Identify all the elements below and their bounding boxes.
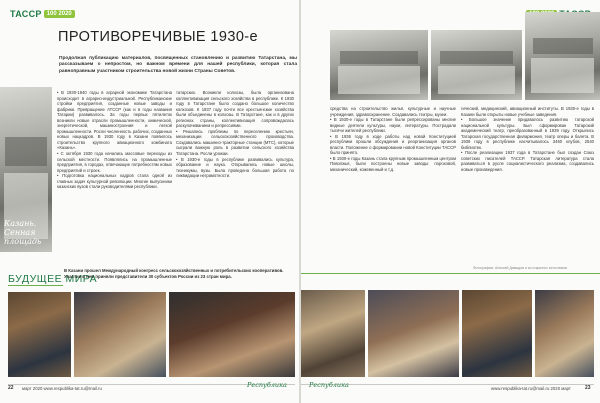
event-photo-6 [462, 290, 532, 377]
page-number-left: 22 [8, 385, 14, 391]
event-photo-3 [169, 292, 295, 377]
section-rule [8, 285, 63, 286]
event-photo-7 [535, 290, 594, 377]
event-photo-5 [368, 290, 459, 377]
brand-logo-left [10, 9, 75, 19]
photo-credit: Фотографии: Алексей Давыдов и из открытых источников [473, 266, 567, 270]
historic-photo-building [431, 30, 522, 100]
publication-logo-right: Республика [309, 381, 349, 389]
historic-photo-square [0, 87, 52, 252]
section-heading-future: БУДУЩЕЕ МИРА [8, 273, 98, 285]
historic-photo-church [525, 12, 600, 100]
article-column-2: татарских. Возникли колхозы, была организована коллективизация сельского хозяйства в республике. К 1930 году в Татарстане было создано большое количество колхозов. К 1937 году почти все крестьянские хозяйства были объединены в колхозы. В Татарстане, как и в других регионах страны, коллективизация сопровождалась раскулачиванием и репрессиями. • Решались проблемы по переселению крестьян, механизации сельскохозяйственного производства. Создавались машинно-тракторные станции (МТС), которые сыграли важную роль в развитии сельского хозяйства Татарстана. Росли урожаи. • В 1930-е годы в республике развивались культура, образование и наука. Открывались новые школы, техникумы, вузы. Была проведена большая работа по ликвидации неграмотности. [176, 90, 294, 179]
section-rule-right [301, 273, 600, 274]
page-number-right: 23 [585, 385, 591, 391]
event-photo-1 [8, 292, 71, 377]
article-title: ПРОТИВОРЕЧИВЫЕ 1930-е [58, 29, 258, 45]
historic-photo-street [330, 30, 428, 100]
footer-text-left: март 2020 www.respublika-tat.ru@mail.ru [22, 386, 102, 391]
footer-text-right: www.respublika-tat.ru@mail.ru 2020 март [491, 386, 571, 391]
article-column-3: средства на строительство жилья, культурные и научные учреждения, здравоохранение. Создавались театры, музеи. • В 1930-е годы в Татарстане были репрессированы многие видные деятели культуры, науки, литературы. Пострадали тысячи жителей республики. • В 1936 году в ходе работы над новой Конституцией республики прошли обсуждения и реорганизация органов власти. Положение о формировании новой Конституции ТАССР было принято. • В 1930-е годы Казань стала крупным промышленным центром Поволжья, были построены новые заводы: пороховой, механический, кожевенный и т.д. [330, 106, 456, 173]
event-photo-2 [74, 292, 166, 377]
section-lead-future: В Казани прошел Международный конгресс сельскохозяйственных и потребительских кооперативов. Участие в нем приняли представители 30 субъектов России из 23 стран мира. [64, 268, 284, 279]
article-column-4: гический, медицинский, авиационный институты. В 1930-е годы в Казани были открыты новые учебные заведения. • Большое значение придавалось развитию татарской национальной культуры. Был сформирован Татарский академический театр, преобразованный в 1939 году. Открылись Татарская государственная филармония, театр оперы и балета. В 1939 году в республике насчитывалось 3460 клубов, 2540 библиотек. • После реализации 1937 года в Татарстане был создан Союз советских писателей ТАССР. Татарская литература стала развиваться в русле социалистического реализма, создавались новые произведения. [461, 106, 594, 173]
left-page [0, 0, 299, 403]
event-photo-4 [301, 290, 365, 377]
right-page [301, 0, 600, 403]
article-lead: Продолжая публикацию материалов, посвященных становлению и развитию Татарстана, мы рассказываем о непростом, но важном времени для нашей республики, которая стала равноправным участником строительства новой жизни Страны Советов. [59, 56, 297, 74]
anniversary-badge: 100 2020 [44, 10, 75, 18]
photo-caption: Казань. Сенная площадь [4, 219, 42, 246]
article-column-1: • В 1930-1940 годы в аграрной экономике Татарстана происходит в аграрно-индустриальной. Республиканские стройки предприятия, созданные новые заводы и фабрики. Превращение АТССР (как и в годы названия Татарии) развивалось. За годы первых пятилеток возникли новые отрасли промышленности, химической, энергетической, машиностроения и легкой промышленности. Росли численность рабочих, созданных новых нацкадров. В 1930 году в Казани появилось строительство крупного авиационного комбината «Казань». • С октября 1930 года начались массовые переходы из сельской местности. Появлялись на промышленные предприятия, в городах, отвечающие потребностям новых предприятий и строек. • Подготовка национальных кадров стала одной из главных задач культурной революции. Многие выпускники казанских вузов стали руководителями республики. [57, 90, 172, 190]
publication-logo-left: Республика [247, 381, 287, 389]
brand-name: ТАССР [10, 9, 42, 19]
